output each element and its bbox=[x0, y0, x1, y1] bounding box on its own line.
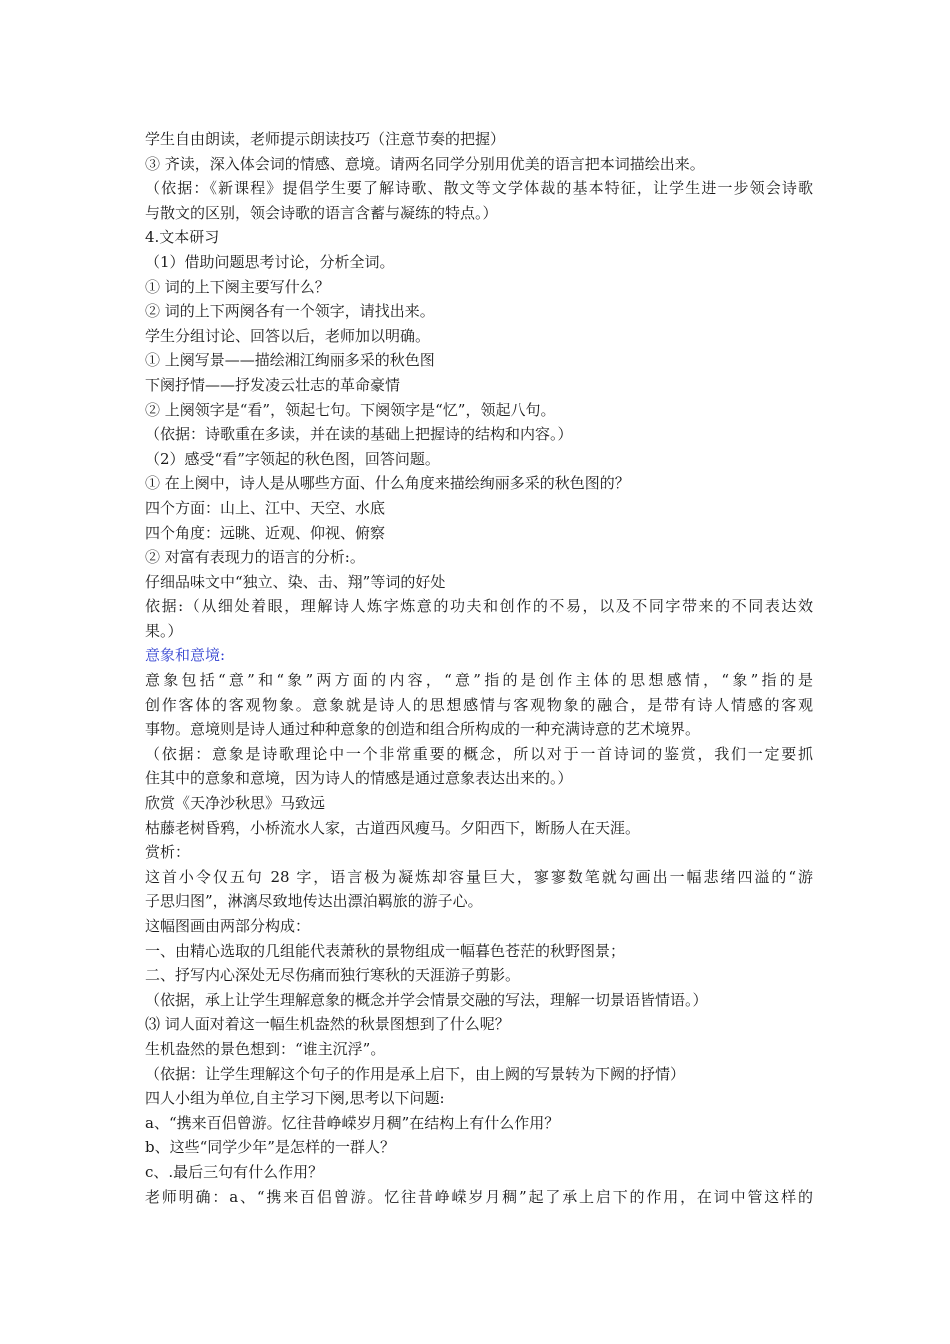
text-line: 仔细品味文中“独立、染、击、翔”等词的好处 bbox=[145, 572, 446, 591]
text-line: a、“携来百侣曾游。忆往昔峥嵘岁月稠”在结构上有什么作用？ bbox=[145, 1113, 560, 1132]
text-line: （依据：意象是诗歌理论中一个非常重要的概念，所以对于一首诗词的鉴赏，我们一定要抓 bbox=[145, 744, 813, 763]
text-line: c、.最后三句有什么作用？ bbox=[145, 1162, 324, 1181]
text-line: 果。） bbox=[145, 621, 183, 640]
text-line: ② 对富有表现力的语言的分析:。 bbox=[145, 548, 365, 567]
text-line: ② 词的上下两阕各有一个领字，请找出来。 bbox=[145, 302, 435, 321]
text-line: 欣赏《天净沙秋思》马致远 bbox=[145, 794, 326, 813]
text-line: 依据:（从细处着眼，理解诗人炼字炼意的功夫和创作的不易，以及不同字带来的不同表达效 bbox=[145, 597, 813, 616]
text-line: 四人小组为单位,自主学习下阕,思考以下问题: bbox=[145, 1089, 445, 1108]
text-line: （依据：让学生理解这个句子的作用是承上启下，由上阙的写景转为下阙的抒情） bbox=[145, 1064, 686, 1083]
section-heading: 意象和意境: bbox=[145, 646, 226, 665]
text-line: （2）感受“看”字领起的秋色图，回答问题。 bbox=[145, 449, 440, 468]
text-line: （1）借助问题思考讨论，分析全词。 bbox=[145, 252, 395, 271]
document-page bbox=[145, 127, 813, 1209]
text-line: （依据：《新课程》提倡学生要了解诗歌、散文等文学体裁的基本特征，让学生进一步领会诗歌 bbox=[145, 179, 813, 198]
text-line: （依据，承上让学生理解意象的概念并学会情景交融的写法，理解一切景语皆情语。） bbox=[145, 990, 708, 1009]
text-line: b、这些“同学少年”是怎样的一群人？ bbox=[145, 1138, 395, 1157]
text-line: 意象包括“意”和“象”两方面的内容，“意”指的是创作主体的思想感情，“象”指的是 bbox=[145, 671, 813, 690]
text-line: 与散文的区别，领会诗歌的语言含蓄与凝练的特点。） bbox=[145, 203, 498, 222]
text-line: ② 上阕领字是“看”，领起七句。下阕领字是“忆”，领起八句。 bbox=[145, 400, 556, 419]
text-line: 学生分组讨论、回答以后，老师加以明确。 bbox=[145, 326, 431, 345]
text-line: 学生自由朗读，老师提示朗读技巧（注意节奏的把握） bbox=[145, 130, 506, 148]
text-line: ① 词的上下阕主要写什么？ bbox=[145, 277, 330, 296]
text-line: ① 上阕写景——描绘湘江绚丽多采的秋色图 bbox=[145, 351, 435, 370]
text-line: 四个角度：远眺、近观、仰视、俯察 bbox=[145, 523, 386, 542]
text-line: ⑶ 词人面对着这一幅生机盎然的秋景图想到了什么呢？ bbox=[145, 1015, 510, 1034]
text-line: 生机盎然的景色想到：“谁主沉浮”。 bbox=[145, 1039, 386, 1058]
text-line: 二、抒写内心深处无尽伤痛而独行寒秋的天涯游子剪影。 bbox=[145, 966, 521, 985]
text-line: 这首小令仅五句 28 字，语言极为凝炼却容量巨大，寥寥数笔就勾画出一幅悲绪四溢的“游 bbox=[145, 867, 813, 886]
text-line: 这幅图画由两部分构成： bbox=[145, 917, 311, 935]
text-line: 创作客体的客观物象。意象就是诗人的思想感情与客观物象的融合，是带有诗人情感的客观 bbox=[145, 695, 813, 714]
text-line: 住其中的意象和意境，因为诗人的情感是通过意象表达出来的。） bbox=[145, 769, 573, 788]
text-line: 4.文本研习 bbox=[145, 228, 220, 247]
text-line: 枯藤老树昏鸦，小桥流水人家，古道西风瘦马。夕阳西下，断肠人在天涯。 bbox=[145, 818, 641, 837]
text-line: 下阕抒情——抒发凌云壮志的革命豪情 bbox=[145, 375, 401, 394]
text-line: 四个方面：山上、江中、天空、水底 bbox=[145, 498, 386, 517]
text-line: ① 在上阕中，诗人是从哪些方面、什么角度来描绘绚丽多采的秋色图的？ bbox=[145, 474, 630, 493]
text-line: 赏析： bbox=[145, 843, 191, 862]
text-line: 事物。意境则是诗人通过种种意象的创造和组合所构成的一种充满诗意的艺术境界。 bbox=[145, 720, 701, 739]
text-line: 一、由精心选取的几组能代表萧秋的景物组成一幅暮色苍茫的秋野图景； bbox=[145, 941, 626, 960]
text-line: ③ 齐读，深入体会词的情感、意境。请两名同学分别用优美的语言把本词描绘出来。 bbox=[145, 154, 705, 173]
text-line: 子思归图”，淋漓尽致地传达出漂泊羁旅的游子心。 bbox=[145, 892, 483, 911]
text-line: （依据：诗歌重在多读，并在读的基础上把握诗的结构和内容。） bbox=[145, 425, 573, 444]
text-line: 老师明确：a、“携来百侣曾游。忆往昔峥嵘岁月稠”起了承上启下的作用，在词中管这样的 bbox=[145, 1187, 813, 1206]
